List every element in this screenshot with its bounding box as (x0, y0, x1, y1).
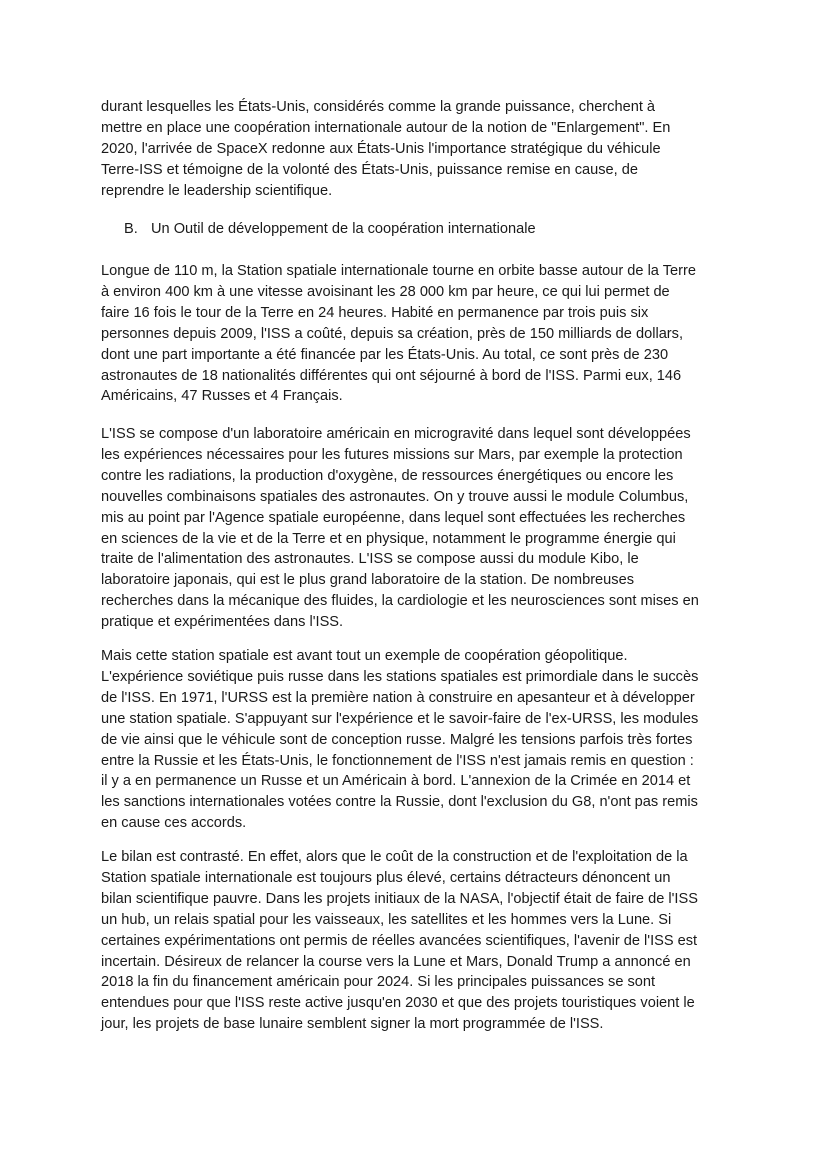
paragraph-line: certaines expérimentations ont permis de réelles avancées scientifiques, l'avenir de l'ISS est (101, 932, 698, 949)
paragraph-line: Américains, 47 Russes et 4 Français. (101, 388, 343, 405)
section-marker: B. (124, 221, 138, 237)
paragraph-line: de vie ainsi que le véhicule sont de conception russe. Malgré les tensions parfois très fortes (101, 731, 693, 748)
section-title: Un Outil de développement de la coopération internationale (151, 221, 536, 237)
paragraph-line: en sciences de la vie et de la Terre et en physique, notamment le programme énergie qui (101, 530, 676, 547)
paragraph-line: mettre en place une coopération internationale autour de la notion de "Enlargement". En (101, 119, 671, 136)
paragraph-line: Longue de 110 m, la Station spatiale internationale tourne en orbite basse autour de la Terre (101, 263, 696, 279)
paragraph-line: L'expérience soviétique puis russe dans les stations spatiales est primordiale dans le succès (101, 668, 699, 685)
paragraph-line: reprendre le leadership scientifique. (101, 182, 333, 199)
paragraph-line: contre les radiations, la production d'oxygène, de ressources énergétiques ou encore les (101, 467, 674, 484)
paragraph-line: une station spatiale. S'appuyant sur l'expérience et le savoir-faire de l'ex-URSS, les modules (101, 710, 699, 727)
paragraph-line: recherches dans la mécanique des fluides, la cardiologie et les neurosciences sont mises en (101, 593, 699, 610)
paragraph-line: L'ISS se compose d'un laboratoire américain en microgravité dans lequel sont développées (101, 426, 691, 442)
paragraph-line: laboratoire japonais, qui est le plus grand laboratoire de la station. De nombreuses (101, 572, 634, 589)
paragraph-iss-overview (101, 261, 741, 407)
paragraph-line: Mais cette station spatiale est avant tout un exemple de coopération géopolitique. (101, 648, 628, 664)
paragraph-line: jour, les projets de base lunaire semblent signer la mort programmée de l'ISS. (101, 1016, 604, 1033)
paragraph-line: Terre-ISS et témoigne de la volonté des États-Unis, puissance remise en cause, de (101, 161, 639, 178)
paragraph-line: entendues pour que l'ISS reste active jusqu'en 2030 et que des projets touristiques voient le (101, 995, 695, 1012)
paragraph-line: personnes depuis 2009, l'ISS a coûté, depuis sa création, près de 150 milliards de dollars, (101, 325, 684, 342)
paragraph-line: les sanctions internationales votées contre la Russie, dont l'exclusion du G8, n'ont pas remis (101, 794, 698, 811)
paragraph-line: Station spatiale internationale est toujours plus élevé, certains détracteurs dénoncent un (101, 869, 671, 886)
paragraph-line: il y a en permanence un Russe et un Américain à bord. L'annexion de la Crimée en 2014 et (101, 773, 691, 790)
paragraph-line: pratique et expérimentées dans l'ISS. (101, 614, 344, 631)
paragraph-line: 2020, l'arrivée de SpaceX redonne aux États-Unis l'importance stratégique du véhicule (101, 140, 661, 157)
paragraph-line: dont une part importante a été financée par les États-Unis. Au total, ce sont près de 230 (101, 346, 669, 363)
paragraph-line: mis au point par l'Agence spatiale européenne, dans lequel sont effectuées les recherches (101, 509, 686, 526)
paragraph-line: faire 16 fois le tour de la Terre en 24 heures. Habité en permanence par trois puis six (101, 304, 649, 321)
paragraph-line: de l'ISS. En 1971, l'URSS est la première nation à construire en apesanteur et à développer (101, 689, 695, 706)
section-heading (124, 219, 536, 240)
paragraph-line: Le bilan est contrasté. En effet, alors que le coût de la construction et de l'exploitation de la (101, 849, 688, 865)
paragraph-line: incertain. Désireux de relancer la course vers la Lune et Mars, Donald Trump a annoncé en (101, 953, 691, 970)
paragraph-iss-modules (101, 424, 741, 633)
paragraph-assessment (101, 847, 741, 1035)
paragraph-geopolitics (101, 646, 741, 834)
paragraph-line: nouvelles combinaisons spatiales des astronautes. On y trouve aussi le module Columbus, (101, 488, 689, 505)
paragraph-line: à environ 400 km à une vitesse avoisinant les 28 000 km par heure, ce qui lui permet de (101, 283, 670, 300)
paragraph-line: entre la Russie et les États-Unis, le fonctionnement de l'ISS n'est jamais remis en question : (101, 752, 694, 769)
paragraph-line: durant lesquelles les États-Unis, considérés comme la grande puissance, cherchent à (101, 99, 656, 115)
paragraph-line: en cause ces accords. (101, 815, 247, 832)
paragraph-line: 2018 la fin du financement américain pour 2024. Si les principales puissances se sont (101, 974, 656, 991)
paragraph-line: un hub, un relais spatial pour les vaisseaux, les satellites et les hommes vers la Lune. Si (101, 911, 672, 928)
paragraph-line: les expériences nécessaires pour les futures missions sur Mars, par exemple la protection (101, 446, 683, 463)
paragraph-line: traite de l'alimentation des astronautes. L'ISS se compose aussi du module Kibo, le (101, 551, 639, 568)
paragraph-line: astronautes de 18 nationalités différentes qui ont séjourné à bord de l'ISS. Parmi eux, 146 (101, 367, 682, 384)
intro-paragraph (101, 97, 741, 202)
paragraph-line: bilan scientifique pauvre. Dans les projets initiaux de la NASA, l'objectif était de faire de l'ISS (101, 890, 698, 907)
